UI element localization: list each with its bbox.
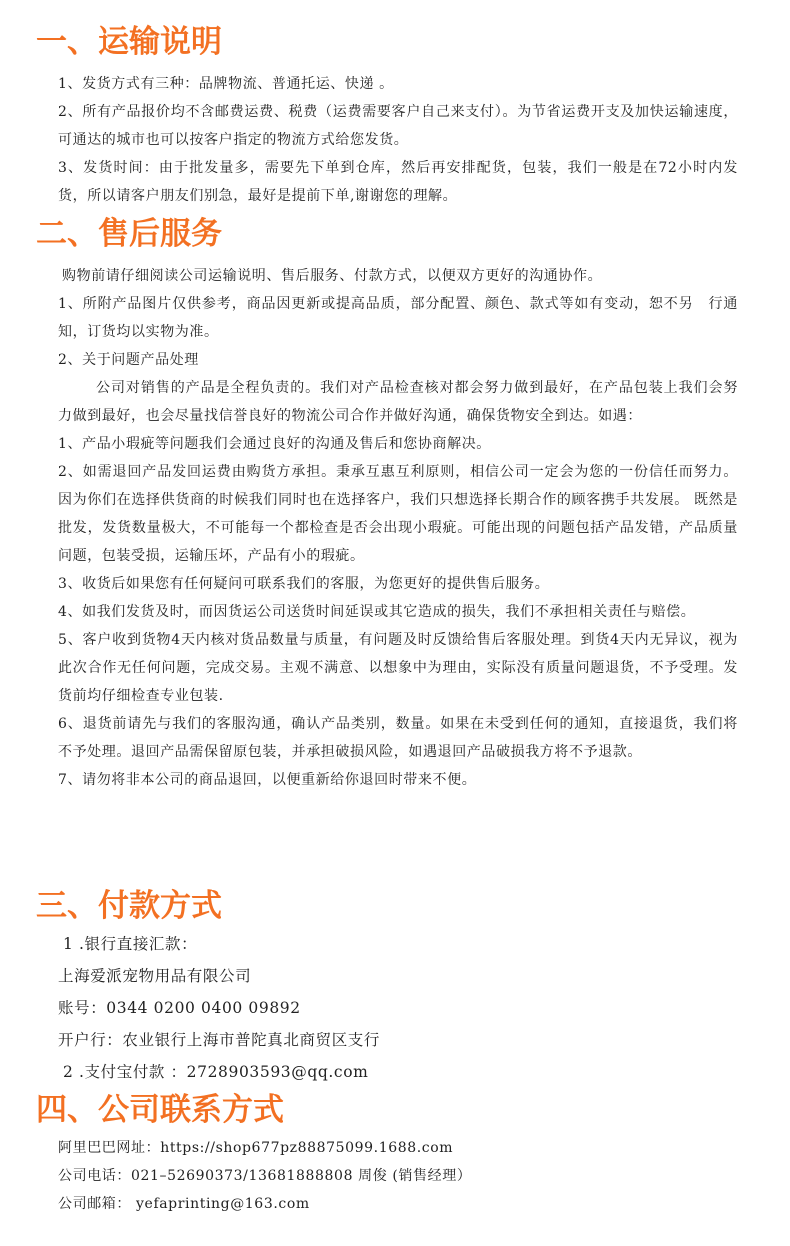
after-sales-case-7: 7、请勿将非本公司的商品退回，以便重新给你退回时带来不便。 <box>58 772 477 788</box>
contact-phone: 公司电话：021–52690373/13681888808 周俊 (销售经理） <box>58 1168 472 1184</box>
payment-alipay: 2 .支付宝付款 ：2728903593@qq.com <box>63 1063 369 1081</box>
after-sales-case-3: 3、收货后如果您有任何疑问可联系我们的客服，为您更好的提供售后服务。 <box>58 576 550 592</box>
after-sales-case-5: 5、客户收到货物4天内核对货品数量与质量，有问题及时反馈给售后客服处理。到货4天内无异议，视为此次合作无任何问题，完成交易。主观不满意、以想象中为理由，实际没有质量问题退货，不予受理。发货前均仔细检查专业包装. <box>58 632 738 704</box>
after-sales-case-1: 1、产品小瑕疵等问题我们会通过良好的沟通及售后和您协商解决。 <box>58 436 491 452</box>
contact-email: 公司邮箱： yefaprinting@163.com <box>58 1196 310 1212</box>
payment-bank: 开户行：农业银行上海市普陀真北商贸区支行 <box>58 1031 381 1049</box>
shipping-line-2: 2、所有产品报价均不含邮费运费、税费（运费需要客户自己来支付）。为节省运费开支及加快运输速度，可通达的城市也可以按客户指定的物流方式给您发货。 <box>58 104 738 148</box>
after-sales-item-1: 1、所附产品图片仅供参考，商品因更新或提高品质，部分配置、颜色、款式等如有变动，恕不另 行通知，订货均以实物为准。 <box>58 296 738 340</box>
payment-bank-title: 1 .银行直接汇款： <box>63 935 198 953</box>
payment-heading: 三、付款方式 <box>36 888 222 924</box>
contact-section <box>58 1134 738 1218</box>
after-sales-statement: 公司对销售的产品是全程负责的。我们对产品检查核对都会努力做到最好，在产品包装上我们会努力做到最好，也会尽量找信誉良好的物流公司合作并做好沟通，确保货物安全到达。如遇： <box>58 380 738 424</box>
payment-company: 上海爱派宠物用品有限公司 <box>58 967 252 985</box>
shipping-section <box>58 70 738 210</box>
after-sales-intro: 购物前请仔细阅读公司运输说明、售后服务、付款方式，以便双方更好的沟通协作。 <box>62 268 603 284</box>
after-sales-item-2: 2、关于问题产品处理 <box>58 352 199 368</box>
payment-section <box>58 928 738 1088</box>
after-sales-section <box>58 262 738 794</box>
shipping-heading: 一、运输说明 <box>36 24 222 60</box>
after-sales-case-6: 6、退货前请先与我们的客服沟通，确认产品类别，数量。如果在未受到任何的通知，直接退货，我们将不予处理。退回产品需保留原包装，并承担破损风险，如遇退回产品破损我方将不予退款。 <box>58 716 738 760</box>
shipping-line-1: 1、发货方式有三种：品牌物流、普通托运、快递 。 <box>58 76 394 92</box>
after-sales-case-4: 4、如我们发货及时，而因货运公司送货时间延误或其它造成的损失，我们不承担相关责任与赔偿。 <box>58 604 696 620</box>
shipping-line-3: 3、发货时间：由于批发量多，需要先下单到仓库，然后再安排配货，包装，我们一般是在72小时内发货，所以请客户朋友们别急，最好是提前下单,谢谢您的理解。 <box>58 160 738 204</box>
after-sales-case-2: 2、如需退回产品发回运费由购货方承担。秉承互惠互利原则，相信公司一定会为您的一份信任而努力。因为你们在选择供货商的时候我们同时也在选择客户，我们只想选择长期合作的顾客携手共发展。 既然是批发，发货数量极大，不可能每一个都检查是否会出现小瑕疵。可能出现的问题包括产品发错，产品质量问题，包装受损，运输压坏，产品有小的瑕疵。 <box>58 464 738 564</box>
after-sales-heading: 二、售后服务 <box>36 216 222 252</box>
contact-website: 阿里巴巴网址：https://shop677pz88875099.1688.com <box>58 1140 454 1156</box>
contact-heading: 四、公司联系方式 <box>36 1092 284 1128</box>
payment-account: 账号：0344 0200 0400 09892 <box>58 999 301 1017</box>
